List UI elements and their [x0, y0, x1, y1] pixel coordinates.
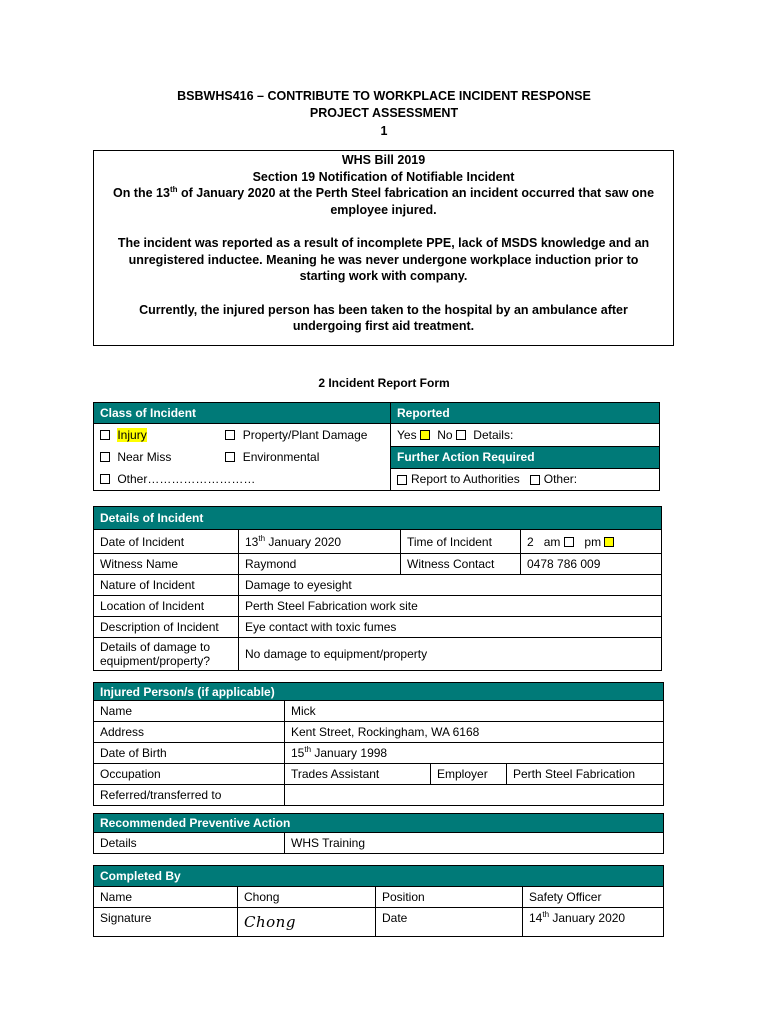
- witness-contact-label: Witness Contact: [401, 554, 521, 575]
- preventive-details-label: Details: [94, 833, 285, 854]
- damage-value: No damage to equipment/property: [239, 638, 662, 671]
- injury-checkbox[interactable]: [100, 430, 110, 440]
- witness-name-label: Witness Name: [94, 554, 239, 575]
- further-other-label: Other:: [543, 472, 578, 487]
- am-label: am: [543, 534, 561, 549]
- further-other-checkbox[interactable]: [530, 475, 540, 485]
- date-of-incident-label: Date of Incident: [94, 530, 239, 554]
- pm-label: pm: [584, 534, 602, 549]
- location-value: Perth Steel Fabrication work site: [239, 596, 662, 617]
- injured-referred-label: Referred/transferred to: [94, 785, 285, 806]
- reported-details-label: Details:: [473, 427, 514, 442]
- witness-name-value: Raymond: [239, 554, 401, 575]
- preventive-details-value: WHS Training: [285, 833, 664, 854]
- environmental-option[interactable]: Environmental: [225, 450, 319, 464]
- environmental-checkbox[interactable]: [225, 452, 235, 462]
- form-title: 2 Incident Report Form: [318, 376, 450, 390]
- completed-name-label: Name: [94, 887, 238, 908]
- notice-title: WHS Bill 2019: [341, 153, 426, 167]
- damage-label: Details of damage to equipment/property?: [94, 638, 239, 671]
- class-of-incident-table: [93, 402, 660, 491]
- completed-position-label: Position: [376, 887, 523, 908]
- am-checkbox[interactable]: [564, 537, 574, 547]
- time-of-incident-label: Time of Incident: [401, 530, 521, 554]
- class-of-incident-header: Class of Incident: [94, 403, 391, 424]
- reported-no-label: No: [437, 427, 453, 442]
- notice-para1: On the 13th of January 2020 at the Perth Steel fabrication an incident occurred that saw one employee injured.: [112, 184, 655, 217]
- completed-by-header: Completed By: [94, 866, 664, 887]
- injured-name-label: Name: [94, 701, 285, 722]
- property-damage-option[interactable]: Property/Plant Damage: [225, 428, 367, 442]
- completed-date-label: Date: [376, 908, 523, 937]
- reported-cell: [391, 424, 660, 447]
- preventive-action-header: Recommended Preventive Action: [94, 814, 664, 833]
- completed-position-value: Safety Officer: [523, 887, 664, 908]
- details-of-incident-header: Details of Incident: [94, 507, 662, 530]
- injured-occupation-value: Trades Assistant: [285, 764, 431, 785]
- injured-address-label: Address: [94, 722, 285, 743]
- description-label: Description of Incident: [94, 617, 239, 638]
- report-authorities-label: Report to Authorities: [411, 472, 520, 487]
- reported-header: Reported: [391, 403, 660, 424]
- reported-yes-checkbox[interactable]: [420, 430, 430, 440]
- other-option[interactable]: Other………………………: [100, 472, 255, 486]
- doc-title-line1: BSBWHS416 – CONTRIBUTE TO WORKPLACE INCIDENT RESPONSE: [177, 89, 591, 103]
- injured-name-value: Mick: [285, 701, 664, 722]
- injured-employer-value: Perth Steel Fabrication: [507, 764, 664, 785]
- notice-box: [93, 150, 674, 346]
- injured-person-header: Injured Person/s (if applicable): [94, 683, 664, 701]
- further-action-header: Further Action Required: [391, 446, 660, 468]
- further-action-cell: [391, 468, 660, 491]
- injury-option[interactable]: Injury: [100, 428, 222, 442]
- notice-para3: Currently, the injured person has been taken to the hospital by an ambulance after undergoing first aid treatment.: [139, 302, 628, 333]
- completed-signature-value: [238, 908, 376, 937]
- injured-dob-value: 15th January 1998: [285, 743, 664, 764]
- signature-image: Chong: [244, 913, 296, 931]
- completed-name-value: Chong: [238, 887, 376, 908]
- time-of-incident-value: 2 am pm: [521, 530, 662, 554]
- notice-subtitle: Section 19 Notification of Notifiable Incident: [252, 169, 515, 184]
- preventive-action-table: [93, 813, 664, 854]
- injured-address-value: Kent Street, Rockingham, WA 6168: [285, 722, 664, 743]
- near-miss-option[interactable]: Near Miss: [100, 450, 222, 464]
- date-of-incident-value: 13th January 2020: [239, 530, 401, 554]
- description-value: Eye contact with toxic fumes: [239, 617, 662, 638]
- other-checkbox[interactable]: [100, 474, 110, 484]
- injured-dob-label: Date of Birth: [94, 743, 285, 764]
- completed-signature-label: Signature: [94, 908, 238, 937]
- doc-title-line3: 1: [380, 124, 388, 138]
- location-label: Location of Incident: [94, 596, 239, 617]
- injured-person-table: [93, 682, 664, 806]
- injured-referred-value: [285, 785, 664, 806]
- near-miss-checkbox[interactable]: [100, 452, 110, 462]
- nature-value: Damage to eyesight: [239, 575, 662, 596]
- injured-employer-label: Employer: [431, 764, 507, 785]
- injured-occupation-label: Occupation: [94, 764, 285, 785]
- property-damage-checkbox[interactable]: [225, 430, 235, 440]
- reported-no-checkbox[interactable]: [456, 430, 466, 440]
- completed-date-value: 14th January 2020: [523, 908, 664, 937]
- report-authorities-checkbox[interactable]: [397, 475, 407, 485]
- details-of-incident-table: [93, 506, 662, 671]
- reported-yes-label: Yes: [397, 427, 417, 442]
- nature-label: Nature of Incident: [94, 575, 239, 596]
- notice-para2: The incident was reported as a result of incomplete PPE, lack of MSDS knowledge and an unregistered inductee. Meaning he was never undergone workplace induction prior to starting work with company.: [117, 236, 650, 283]
- completed-by-table: [93, 865, 664, 937]
- witness-contact-value: 0478 786 009: [521, 554, 662, 575]
- pm-checkbox[interactable]: [604, 537, 614, 547]
- doc-title-line2: PROJECT ASSESSMENT: [309, 106, 459, 120]
